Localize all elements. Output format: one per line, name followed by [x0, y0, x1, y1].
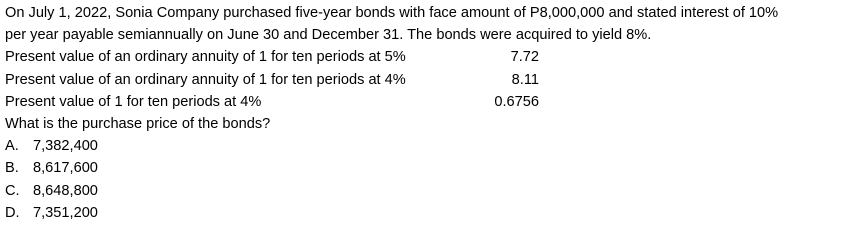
- pv-value: 8.11: [511, 71, 539, 88]
- choice-b[interactable]: [5, 157, 861, 179]
- question-document: [5, 2, 861, 224]
- choice-a[interactable]: [5, 135, 861, 157]
- choice-text: 7,382,400: [33, 138, 98, 155]
- pv-label: Present value of an ordinary annuity of 1 for ten periods at 4%: [5, 71, 406, 88]
- choice-letter: C.: [5, 182, 20, 199]
- pv-row-annuity-5: [5, 46, 861, 68]
- choice-text: 7,351,200: [33, 204, 98, 221]
- choice-d[interactable]: [5, 202, 861, 224]
- question-text-line-1: On July 1, 2022, Sonia Company purchased five-year bonds with face amount of P8,000,000 and stated interest of 10%: [5, 5, 779, 21]
- choice-letter: D.: [5, 204, 20, 221]
- choice-text: 8,648,800: [33, 182, 98, 199]
- question-text-line-2: per year payable semiannually on June 30 and December 31. The bonds were acquired to yield 8%.: [5, 27, 652, 44]
- pv-row-single-4: [5, 91, 861, 113]
- choice-text: 8,617,600: [33, 160, 98, 177]
- choice-letter: A.: [5, 138, 19, 155]
- choice-c[interactable]: [5, 180, 861, 202]
- choice-letter: B.: [5, 160, 19, 177]
- pv-label: Present value of 1 for ten periods at 4%: [5, 93, 262, 110]
- question-prompt: What is the purchase price of the bonds?: [5, 116, 271, 133]
- pv-value: 0.6756: [494, 93, 539, 110]
- pv-row-annuity-4: [5, 69, 861, 91]
- pv-label: Present value of an ordinary annuity of 1 for ten periods at 5%: [5, 49, 406, 66]
- pv-value: 7.72: [510, 49, 539, 66]
